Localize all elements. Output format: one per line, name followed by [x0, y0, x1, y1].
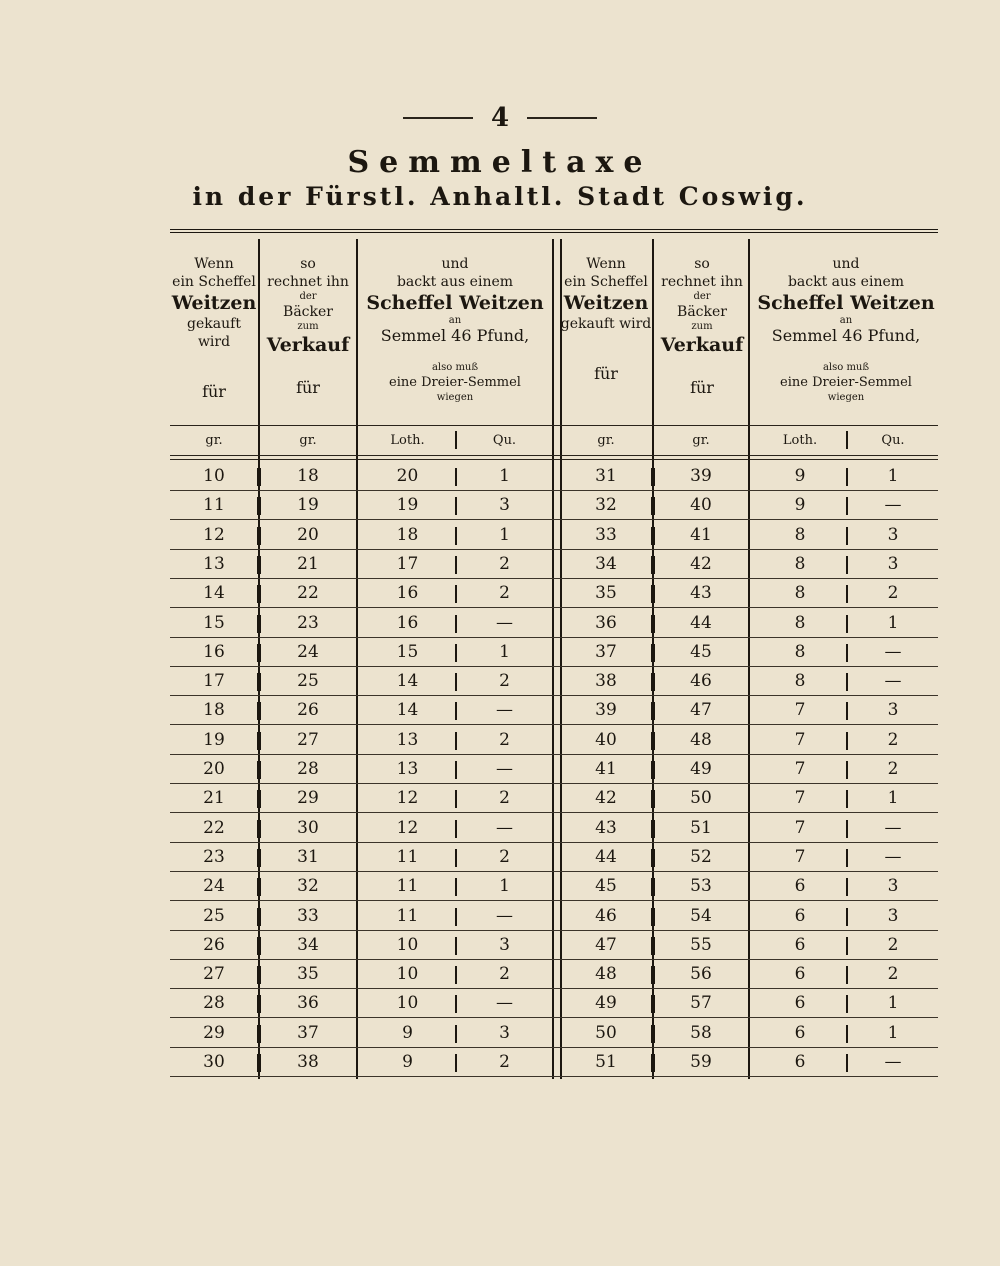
- gr-separator: [651, 966, 655, 984]
- price-table: [170, 229, 938, 1083]
- table-cell: 10: [203, 466, 225, 486]
- gr-separator: [257, 937, 261, 955]
- gr-separator: [651, 878, 655, 896]
- title-line-2: in der Fürstl. Anhaltl. Stadt Coswig.: [192, 182, 808, 211]
- table-cell: 6: [794, 993, 806, 1014]
- gr-separator: [257, 820, 261, 838]
- header-left-col3: und backt aus einem Scheffel Weitzen an Semmel 46 Pfund, also muß eine Dreier-Semmel wiegen: [366, 256, 544, 403]
- table-cell: 23: [297, 612, 319, 633]
- loth-qu-separator: [846, 556, 848, 574]
- gr-separator: [257, 702, 261, 720]
- table-cell: 21: [203, 788, 225, 809]
- table-cell: 14: [396, 671, 419, 692]
- table-cell: 11: [396, 905, 419, 926]
- table-cell: 1: [499, 876, 510, 897]
- table-row: [170, 931, 938, 960]
- table-cell: 3: [887, 700, 899, 721]
- table-cell: 38: [595, 671, 617, 692]
- table-cell: 8: [794, 671, 806, 692]
- table-row: [170, 1048, 938, 1077]
- table-cell: 7: [794, 788, 806, 809]
- loth-qu-separator: [846, 878, 848, 896]
- gr-separator: [651, 615, 655, 633]
- table-row: [170, 755, 938, 784]
- table-row: [170, 1019, 938, 1048]
- unit-gr-3: gr.: [597, 433, 615, 448]
- loth-qu-separator: [455, 702, 457, 720]
- loth-qu-separator: [846, 468, 848, 486]
- table-cell: 57: [690, 993, 712, 1014]
- page-number: 4: [490, 103, 510, 133]
- unit-gr-4: gr.: [692, 433, 710, 448]
- table-cell: 28: [203, 993, 225, 1014]
- table-cell: 24: [203, 876, 225, 897]
- table-cell: 44: [595, 846, 617, 867]
- table-cell: 34: [595, 553, 617, 574]
- table-cell: 6: [794, 876, 806, 897]
- row-rule: [170, 1076, 938, 1077]
- table-cell: 29: [203, 1022, 225, 1043]
- table-cell: 1: [887, 1022, 899, 1043]
- table-cell: 1: [887, 993, 899, 1014]
- table-cell: 20: [203, 759, 225, 779]
- loth-qu-separator: [455, 585, 457, 603]
- table-cell: 8: [794, 583, 806, 604]
- table-cell: —: [496, 700, 513, 721]
- header-left-col2: so rechnet ihn der Bäcker zum Verkauf für: [266, 256, 350, 397]
- table-cell: 22: [297, 583, 319, 604]
- table-row: [170, 609, 938, 638]
- table-cell: 2: [887, 934, 899, 955]
- table-cell: 28: [297, 759, 319, 779]
- table-cell: 13: [396, 729, 419, 750]
- table-cell: —: [496, 612, 513, 633]
- table-cell: 10: [396, 934, 419, 955]
- table-cell: 6: [794, 934, 806, 955]
- table-cell: 18: [396, 524, 419, 545]
- table-row: [170, 872, 938, 901]
- table-cell: 1: [499, 524, 510, 545]
- gr-separator: [651, 497, 655, 515]
- units-double-rule: [170, 455, 938, 460]
- table-cell: 19: [297, 495, 319, 516]
- unit-loth-1: Loth.: [390, 433, 425, 448]
- table-cell: 36: [595, 612, 617, 633]
- table-row: [170, 491, 938, 520]
- table-cell: 58: [690, 1022, 712, 1043]
- table-cell: 39: [690, 466, 712, 486]
- table-row: [170, 696, 938, 725]
- gr-separator: [651, 849, 655, 867]
- gr-separator: [651, 790, 655, 808]
- loth-qu-separator: [846, 673, 848, 691]
- table-cell: 49: [595, 993, 617, 1014]
- table-cell: 7: [794, 846, 806, 867]
- table-cell: 23: [203, 846, 225, 867]
- table-cell: 1: [887, 466, 899, 486]
- loth-qu-separator: [846, 908, 848, 926]
- table-cell: 8: [794, 524, 806, 545]
- table-cell: 20: [297, 524, 319, 545]
- table-cell: 27: [297, 729, 319, 750]
- table-cell: 2: [499, 729, 510, 750]
- gr-separator: [651, 556, 655, 574]
- table-cell: 1: [499, 641, 510, 662]
- title-line-1: Semmeltaxe: [347, 145, 653, 180]
- table-cell: 42: [595, 788, 617, 809]
- loth-qu-separator: [455, 527, 457, 545]
- loth-qu-separator: [846, 1025, 848, 1043]
- gr-separator: [651, 673, 655, 691]
- table-cell: 11: [203, 495, 225, 516]
- table-cell: 2: [499, 788, 510, 809]
- table-row: [170, 579, 938, 608]
- table-row: [170, 814, 938, 843]
- table-cell: 2: [499, 553, 510, 574]
- table-cell: —: [496, 759, 513, 779]
- table-cell: 19: [203, 729, 225, 750]
- loth-qu-separator: [455, 966, 457, 984]
- table-cell: 8: [794, 612, 806, 633]
- table-cell: 31: [595, 466, 617, 486]
- gr-separator: [651, 937, 655, 955]
- table-cell: 7: [794, 759, 806, 779]
- loth-qu-separator: [455, 995, 457, 1013]
- loth-qu-separator: [846, 820, 848, 838]
- table-cell: 46: [690, 671, 712, 692]
- table-cell: 12: [396, 817, 419, 838]
- loth-qu-separator: [455, 497, 457, 515]
- table-cell: 37: [297, 1022, 319, 1043]
- gr-separator: [257, 615, 261, 633]
- table-cell: 17: [396, 553, 419, 574]
- table-cell: 59: [690, 1052, 712, 1072]
- loth-qu-separator: [455, 908, 457, 926]
- table-row: [170, 902, 938, 931]
- table-cell: 1: [499, 466, 510, 486]
- table-cell: 40: [595, 729, 617, 750]
- table-cell: —: [884, 671, 902, 692]
- table-cell: 6: [794, 1052, 806, 1072]
- table-cell: 27: [203, 964, 225, 985]
- table-cell: 16: [396, 612, 419, 633]
- table-cell: —: [496, 817, 513, 838]
- loth-qu-separator: [846, 497, 848, 515]
- gr-separator: [257, 556, 261, 574]
- table-row: [170, 521, 938, 550]
- gr-separator: [651, 995, 655, 1013]
- table-cell: 53: [690, 876, 712, 897]
- loth-qu-separator: [455, 615, 457, 633]
- gr-separator: [257, 585, 261, 603]
- table-cell: —: [884, 1052, 902, 1072]
- table-cell: —: [884, 641, 902, 662]
- gr-separator: [257, 908, 261, 926]
- table-cell: 54: [690, 905, 712, 926]
- table-cell: 9: [402, 1022, 413, 1043]
- table-row: [170, 726, 938, 755]
- table-cell: 47: [595, 934, 617, 955]
- table-cell: 22: [203, 817, 225, 838]
- table-cell: —: [884, 495, 902, 516]
- table-cell: 13: [396, 759, 419, 779]
- gr-separator: [257, 790, 261, 808]
- gr-separator: [257, 761, 261, 779]
- gr-separator: [651, 820, 655, 838]
- gr-separator: [257, 732, 261, 750]
- gr-separator: [651, 644, 655, 662]
- table-cell: 9: [402, 1052, 413, 1072]
- header-right-col1: Wenn ein Scheffel Weitzen gekauft wird für: [560, 256, 652, 383]
- table-row: [170, 843, 938, 872]
- table-cell: 56: [690, 964, 712, 985]
- table-cell: 9: [794, 466, 806, 486]
- table-cell: 37: [595, 641, 617, 662]
- table-row: [170, 960, 938, 989]
- gr-separator: [257, 673, 261, 691]
- loth-qu-separator: [846, 732, 848, 750]
- table-cell: 11: [396, 876, 419, 897]
- table-cell: 18: [297, 466, 319, 486]
- gr-separator: [257, 1025, 261, 1043]
- table-cell: 16: [396, 583, 419, 604]
- table-cell: 51: [690, 817, 712, 838]
- table-cell: 6: [794, 1022, 806, 1043]
- header-rule: [170, 425, 938, 426]
- table-cell: 7: [794, 729, 806, 750]
- unit-gr-1: gr.: [205, 433, 223, 448]
- table-cell: 48: [595, 964, 617, 985]
- table-cell: 19: [396, 495, 419, 516]
- table-row: [170, 667, 938, 696]
- table-cell: 31: [297, 846, 319, 867]
- header-right-col3: und backt aus einem Scheffel Weitzen an Semmel 46 Pfund, also muß eine Dreier-Semmel wiegen: [757, 256, 935, 403]
- table-cell: —: [884, 817, 902, 838]
- table-row: [170, 462, 938, 491]
- unit-qu-2: Qu.: [881, 433, 905, 448]
- table-cell: 8: [794, 553, 806, 574]
- gr-separator: [257, 878, 261, 896]
- table-cell: —: [496, 993, 513, 1014]
- loth-qu-separator: [846, 937, 848, 955]
- table-cell: 24: [297, 641, 319, 662]
- table-cell: 30: [297, 817, 319, 838]
- loth-qu-separator: [455, 1025, 457, 1043]
- table-cell: 40: [690, 495, 712, 516]
- table-cell: 41: [595, 759, 617, 779]
- page-number-row: [0, 98, 1000, 138]
- table-cell: 2: [499, 964, 510, 985]
- table-cell: 1: [887, 788, 899, 809]
- table-cell: 45: [690, 641, 712, 662]
- table-cell: 12: [396, 788, 419, 809]
- loth-qu-separator: [846, 1054, 848, 1072]
- table-cell: 21: [297, 553, 319, 574]
- loth-qu-separator: [846, 849, 848, 867]
- loth-qu-separator: [455, 644, 457, 662]
- gr-separator: [257, 497, 261, 515]
- loth-qu-separator: [846, 615, 848, 633]
- table-cell: 8: [794, 641, 806, 662]
- left-rule: [403, 117, 473, 119]
- gr-separator: [651, 761, 655, 779]
- loth-qu-separator: [846, 702, 848, 720]
- loth-qu-separator: [846, 966, 848, 984]
- loth-qu-separator: [846, 585, 848, 603]
- table-cell: 3: [887, 905, 899, 926]
- table-row: [170, 989, 938, 1018]
- table-cell: 49: [690, 759, 712, 779]
- table-cell: 15: [396, 641, 419, 662]
- table-cell: 3: [499, 934, 510, 955]
- table-cell: 2: [887, 964, 899, 985]
- table-cell: 3: [499, 495, 510, 516]
- table-cell: 13: [203, 553, 225, 574]
- table-cell: 46: [595, 905, 617, 926]
- table-cell: 35: [595, 583, 617, 604]
- table-cell: 10: [396, 993, 419, 1014]
- gr-separator: [257, 995, 261, 1013]
- table-cell: 32: [297, 876, 319, 897]
- loth-qu-separator: [455, 761, 457, 779]
- table-cell: 11: [396, 846, 419, 867]
- table-cell: 25: [203, 905, 225, 926]
- table-cell: 36: [297, 993, 319, 1014]
- table-cell: 14: [396, 700, 419, 721]
- table-cell: 43: [690, 583, 712, 604]
- loth-qu-separator: [455, 820, 457, 838]
- gr-separator: [257, 1054, 261, 1072]
- table-cell: 15: [203, 612, 225, 633]
- loth-qu-separator: [455, 468, 457, 486]
- loth-qu-separator: [846, 527, 848, 545]
- table-row: [170, 638, 938, 667]
- table-cell: 47: [690, 700, 712, 721]
- gr-separator: [651, 702, 655, 720]
- gr-separator: [651, 585, 655, 603]
- table-cell: 16: [203, 641, 225, 662]
- table-cell: 45: [595, 876, 617, 897]
- loth-qu-separator: [455, 1054, 457, 1072]
- right-rule: [527, 117, 597, 119]
- gr-separator: [651, 732, 655, 750]
- table-cell: 12: [203, 524, 225, 545]
- table-cell: 50: [595, 1022, 617, 1043]
- table-cell: 2: [499, 671, 510, 692]
- table-row: [170, 784, 938, 813]
- gr-separator: [651, 1025, 655, 1043]
- table-cell: 44: [690, 612, 712, 633]
- table-cell: 2: [887, 759, 899, 779]
- table-cell: 33: [595, 524, 617, 545]
- header-right-col2: so rechnet ihn der Bäcker zum Verkauf für: [660, 256, 744, 397]
- table-cell: 3: [887, 876, 899, 897]
- table-cell: 1: [887, 612, 899, 633]
- table-cell: 18: [203, 700, 225, 721]
- table-cell: 34: [297, 934, 319, 955]
- gr-separator: [257, 527, 261, 545]
- table-cell: 51: [595, 1052, 617, 1072]
- unit-loth-2: Loth.: [782, 433, 818, 448]
- table-cell: 3: [887, 553, 899, 574]
- gr-separator: [257, 644, 261, 662]
- loth-qu-separator: [846, 995, 848, 1013]
- gr-separator: [257, 468, 261, 486]
- gr-separator: [257, 849, 261, 867]
- table-cell: 43: [595, 817, 617, 838]
- table-cell: 17: [203, 671, 225, 692]
- table-cell: 41: [690, 524, 712, 545]
- gr-separator: [651, 527, 655, 545]
- gr-separator: [651, 468, 655, 486]
- table-cell: 10: [396, 964, 419, 985]
- table-cell: 2: [887, 583, 899, 604]
- gr-separator: [257, 966, 261, 984]
- table-cell: 6: [794, 905, 806, 926]
- unit-gr-2: gr.: [299, 433, 317, 448]
- table-cell: 38: [297, 1052, 319, 1072]
- table-cell: 50: [690, 788, 712, 809]
- table-cell: 52: [690, 846, 712, 867]
- loth-qu-separator: [455, 937, 457, 955]
- table-cell: 2: [499, 846, 510, 867]
- table-cell: 42: [690, 553, 712, 574]
- unit-qu-1: Qu.: [492, 433, 517, 448]
- table-row: [170, 550, 938, 579]
- table-cell: 26: [297, 700, 319, 721]
- table-cell: 29: [297, 788, 319, 809]
- table-cell: 9: [794, 495, 806, 516]
- table-cell: 35: [297, 964, 319, 985]
- table-cell: 39: [595, 700, 617, 721]
- table-cell: 14: [203, 583, 225, 604]
- table-cell: 26: [203, 934, 225, 955]
- table-cell: 25: [297, 671, 319, 692]
- table-cell: 33: [297, 905, 319, 926]
- loth-qu-separator: [455, 878, 457, 896]
- table-cell: 3: [887, 524, 899, 545]
- header-left-col1: Wenn ein Scheffel Weitzen gekauft wird für: [171, 256, 257, 401]
- table-cell: 55: [690, 934, 712, 955]
- table-cell: 2: [499, 583, 510, 604]
- loth-qu-separator: [455, 849, 457, 867]
- table-cell: 7: [794, 700, 806, 721]
- table-cell: 30: [203, 1052, 225, 1072]
- loth-qu-separator: [455, 673, 457, 691]
- loth-qu-separator: [846, 761, 848, 779]
- gr-separator: [651, 908, 655, 926]
- loth-qu-separator: [846, 644, 848, 662]
- table-cell: 2: [887, 729, 899, 750]
- table-cell: 20: [396, 466, 419, 486]
- table-cell: —: [496, 905, 513, 926]
- table-cell: 2: [499, 1052, 510, 1072]
- gr-separator: [651, 1054, 655, 1072]
- table-cell: 6: [794, 964, 806, 985]
- table-cell: 7: [794, 817, 806, 838]
- loth-qu-separator: [455, 790, 457, 808]
- loth-qu-separator: [455, 732, 457, 750]
- loth-qu-separator: [846, 790, 848, 808]
- table-cell: 3: [499, 1022, 510, 1043]
- loth-qu-separator: [455, 556, 457, 574]
- table-cell: 48: [690, 729, 712, 750]
- table-cell: —: [884, 846, 902, 867]
- table-cell: 32: [595, 495, 617, 516]
